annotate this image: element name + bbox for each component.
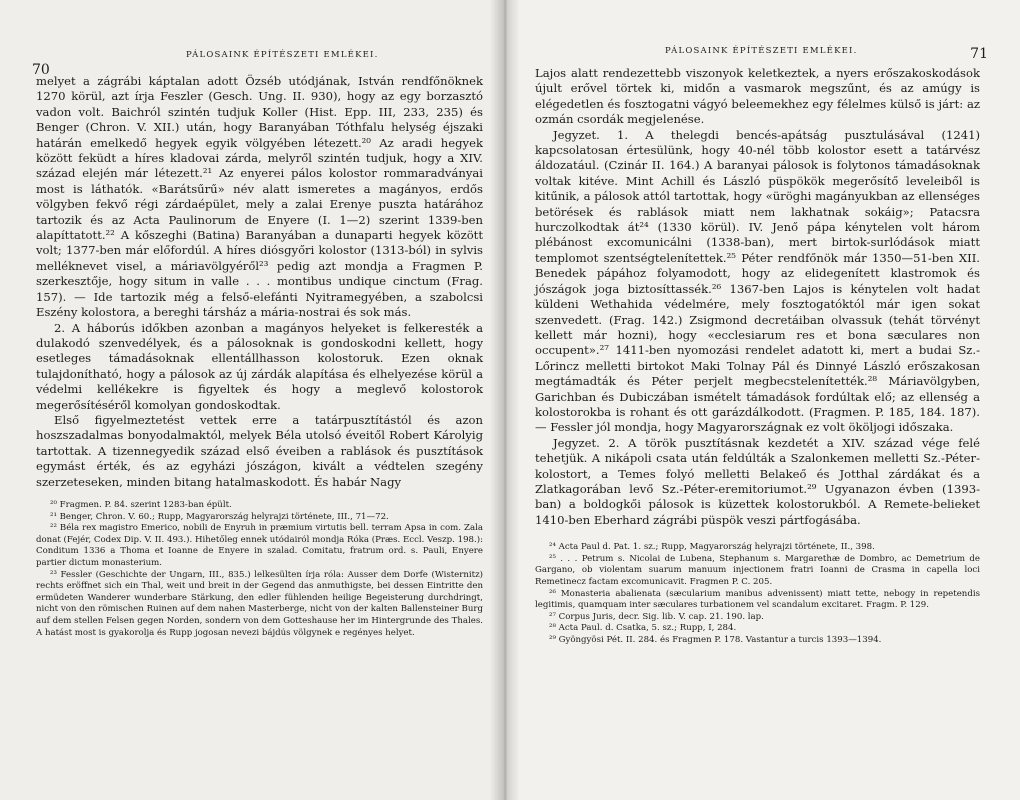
left-running-title: PÁLOSAINK ÉPÍTÉSZETI EMLÉKEI. [186,50,379,60]
footnote: ²⁰ Fragmen. P. 84. szerint 1283-ban épült. [50,499,232,510]
footnote: ²⁸ Acta Paul. d. Csatka, 5. sz.; Rupp, I, 284. [549,623,737,634]
right-paragraph: Lajos alatt rendezettebb viszonyok keletkeztek, a nyers erőszakoskodások újult erővel törtek ki, midőn a vasmarok megszűnt, és az amúgy is elégedetlen és fosztogatni vágyó beleemekhez egy félelmes külső is járt: az ozmán csordák megjelenése. [535,66,980,127]
left-page [0,0,505,800]
footnote: ²⁶ Monasteria abalienata (sæcularium manibus advenissent) miatt tette, nebogy in repetendis legitimis, quamquam inter sæculares turbationem vel scandalum excitaret. Fragm. P. 129. [535,588,980,611]
left-paragraph: Első figyelmeztetést vettek erre a tatárpusztítástól és azon hoszszadalmas bonyodalmaktól, melyek Béla utolsó éveitől Robert Károlyig tartottak. A tizennegyedik század első éveiben a rablások és pusztítások egymást érték, és az egyházi jószágon, kivált a védtelen szegény szerzeteseken, minden bitang hatalmaskodott. És habár Nagy [36,412,483,489]
right-paragraph: Jegyzet. 1. A thelegdi bencés-apátság pusztulásával (1241) kapcsolatosan értesülünk, hogy 40-nél több kolostor esett a tatárvész áldozatául. (Czinár II. 164.) A baranyai pálosok is folytonos támadásoknak voltak kitéve. Mint Achill és László püspökök megerősítő leveleiből is kitűnik, a pálosok attól tartottak, hogy «üröghi magányukban az ellenséges betörések és rablások miatt nem lakhatnak sokáig»; Patacsra hurczolkodtak át²⁴ (1330 körül). IV. Jenő pápa kénytelen volt három plébánost excomunicálni (1338-ban), mert birtok-surlódások miatt templomot szentségtelenítettek.²⁵ Péter rendfőnök már 1350—51-ben XII. Benedek pápához folyamodott, hogy az elidegenített klastromok és jószágok joga biztosíttassék.²⁶ 1367-ben Lajos is kénytelen volt hadat küldeni Wethahida védelmére, mely fosztogatóktól már igen sokat szenvedett. (Frag. 142.) Zsigmond decretáiban olvassuk (tehát törvényt kellett már hozni), hogy «ecclesiarum res et bona sæculares non occupent».²⁷ 1411-ben nyomozási rendelet adatott ki, mert a budai Sz.-Lőrincz melletti birtokot Maki Tolnay Pál és Dinnyé László erőszakosan megtámadták és Péter perjelt megbecstelenítették.²⁸ Máriavölgyben, Garichban és Dubiczában ismételt támadások fordúltak elő; az ellenség a kolostorokba is rohant és ott garázdálkodott. (Fragmen. P. 185, 184. 187). — Fessler jól mondja, hogy Magyarországnak ez volt ököljogi időszaka. [535,127,980,435]
right-paragraph: Jegyzet. 2. A török pusztításnak kezdetét a XIV. század vége felé tehetjük. A nikápoli csata után feldúlták a Szalonkemen melletti Sz.-Péter-kolostort, a Temes folyó melletti Belakeő és Jotthal zárdákat és a Zlatkagorában levő Sz.-Péter-eremitoriumot.²⁹ Ugyanazon évben (1393-ban) a boldogkői pálosok is küzettek kolostorukból. A Remete-belieket 1410-ben Eberhard zágrábi püspök veszi pártfogásába. [535,435,980,527]
left-paragraph: melyet a zágrábi káptalan adott Özséb utódjának, István rendfőnöknek 1270 körül, azt írja Feszler (Gesch. Ung. II. 930), hogy az egy borzasztó vadon volt. Baichról szintén tudjuk Koller (Hist. Epp. III, 233, 235) és Benger (Chron. V. XII.) után, hogy Baranyában Tóthfalu helység éjszaki határán emelkedő hegyek egyik völgyében létezett.²⁰ Az aradi hegyek között feküdt a híres kladovai zárda, melyről szintén tudjuk, hogy a XIV. század elején már létezett.²¹ Az enyerei pálos kolostor rommaradványai most is láthatók. «Barátsűrű» név alatt ismeretes a magányos, erdős völgyben fekvő régi zárdaépület, mely a zalai Erenye puszta határához tartozik és az Acta Paulinorum de Enyere (I. 1—2) szerint 1339-ben alapíttatott.²² A kőszeghi (Batina) Baranyában a dunaparti hegyek között volt; 1377-ben már előfordúl. A híres diósgyőri kolostor (1313-ból) in sylvis melléknevet visel, a máriavölgyéről²³ pedig azt mondja a Fragmen P. szerkesztője, hogy situm in valle . . . montibus undique cinctum (Frag. 157). — Ide tartozik még a felső-elefánti Nyitramegyében, a szabolcsi Eszény kolostora, a bereghi társház a mária-nostrai és sok más. [36,74,483,320]
left-body-text [36,74,483,490]
left-running-header [32,44,483,78]
footnote: ²¹ Benger, Chron. V. 60.; Rupp, Magyarország helyrajzi története, III., 71—72. [50,511,389,522]
right-running-header [535,40,988,62]
right-page [505,0,1020,800]
footnote: ²² Béla rex magistro Emerico, nobili de Enyruh in præmium virtutis bell. terram Apsa in com. Zala donat (Fejér, Codex Dip. V. II. 493.). Hihetőleg ennek utódairól mondja Róka (Præs. Eccl. Veszp. 198.): Conditum 1336 a Thoma et Ioanne de Enyere in szalad. Comitatu, fratrum ord. s. Pauli, Enyere partier dictum monasterium. [36,523,483,568]
right-page-number: 71 [970,46,988,62]
left-footnotes [36,500,483,639]
footnote: ²⁹ Gyöngyösi Pét. II. 284. és Fragmen P. 178. Vastantur a turcis 1393—1394. [549,634,882,645]
right-footnotes [535,542,980,646]
footnote: ²⁵ . . . Petrum s. Nicolai de Lubena, Stephanum s. Margarethæ de Dombro, ac Demetrium de Gargano, ob violentam suarum manuum injectionem fratri Ioanni de Crasma in capella loci Remetinecz factam excomunicavit. Fragmen P. C. 205. [535,553,980,587]
footnote: ²⁴ Acta Paul d. Pat. 1. sz.; Rupp, Magyarország helyrajzi története, II., 398. [549,542,875,553]
footnote: ²³ Fessler (Geschichte der Ungarn, III., 835.) lelkesülten írja róla: Ausser dem Dorfe (Wisternitz) rechts eröffnet sich ein Thal, weit und breit in der Gegend das anmuthigste, bei dessen Eintritte den ermüdeten Wanderer wunderbare Stärkung, den edler fühlenden heilige Begeisterung durchdringt, nicht von den römischen Ruinen auf dem nahen Masterberge, nicht von der kalten Ballensteiner Burg auf dem stellen Felsen gegen Norden, sondern von dem Gotteshause her im Hintergrunde des Thales. A hatást most is gyakorolja és Rupp jogosan nevezi bájdús völgynek e regényes helyet. [36,569,483,638]
left-page-number: 70 [32,62,50,78]
right-running-title: PÁLOSAINK ÉPÍTÉSZETI EMLÉKEI. [665,46,858,56]
left-paragraph: 2. A háborús időkben azonban a magányos helyeket is felkeresték a dulakodó szenvedélyek, és a pálosoknak is gondoskodni kellett, hogy esetleges támadásoknak ellentállhasson kolostoruk. Ezen oknak tulajdonítható, hogy a pálosok az új zárdák alapítása és elhelyezése körül a védelmi kellékekre is figyeltek és hogy a meglevő kolostorok megerősítéséről komolyan gondoskodtak. [36,320,483,412]
right-body-text [535,66,980,528]
footnote: ²⁷ Corpus Juris, decr. Sig. lib. V. cap. 21. 190. lap. [549,611,764,622]
